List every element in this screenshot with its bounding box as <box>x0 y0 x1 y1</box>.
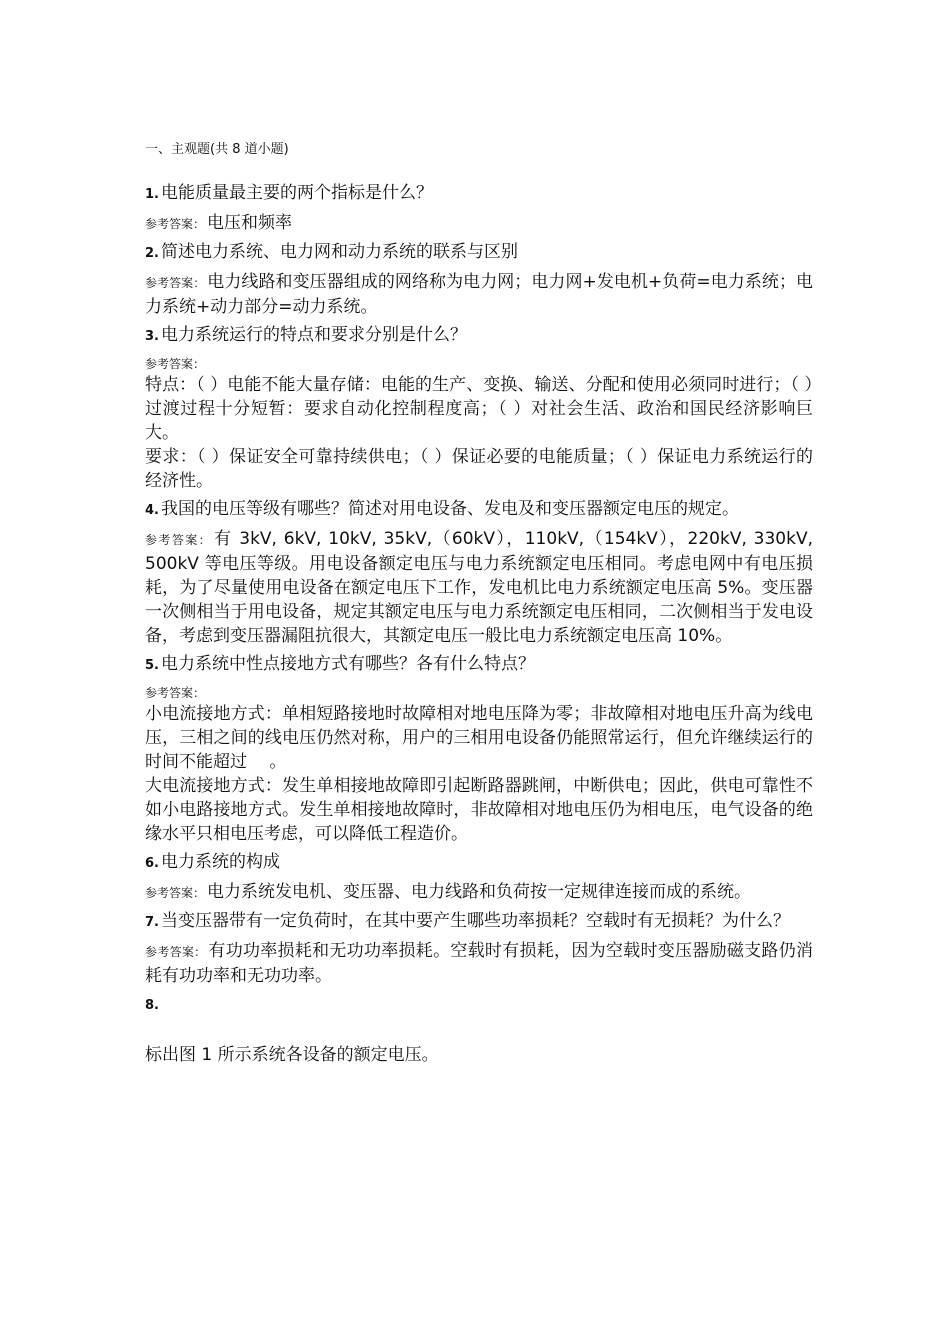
question-text: 电力系统的构成 <box>160 852 280 872</box>
answer-text: 电力线路和变压器组成的网络称为电力网；电力网+发电机+负荷=电力系统；电力系统+动力部分=动力系统。 <box>145 272 813 317</box>
question-number: 1. <box>145 187 159 202</box>
question-8 <box>145 998 813 1067</box>
question-2 <box>145 240 813 319</box>
answer-label: 参考答案： <box>145 686 206 700</box>
answer-label: 参考答案： <box>145 357 206 371</box>
question-text: 我国的电压等级有哪些？简述对用电设备、发电及和变压器额定电压的规定。 <box>160 499 739 519</box>
answer <box>145 355 813 493</box>
question-text: 简述电力系统、电力网和动力系统的联系与区别 <box>160 242 518 262</box>
question-title <box>145 240 813 266</box>
question-title <box>145 323 813 349</box>
question-text: 电力系统中性点接地方式有哪些？各有什么特点？ <box>160 654 535 674</box>
answer <box>145 527 813 648</box>
question-4 <box>145 497 813 648</box>
answer-text: 电力系统发电机、变压器、电力线路和负荷按一定规律连接而成的系统。 <box>207 882 752 902</box>
answer-label: 参考答案： <box>145 945 207 959</box>
section-title: 一、主观题(共 8 道小题) <box>145 142 289 157</box>
question-3 <box>145 323 813 493</box>
question-title <box>145 652 813 678</box>
question-text: 电力系统运行的特点和要求分别是什么？ <box>160 325 467 345</box>
question-text: 电能质量最主要的两个指标是什么？ <box>160 183 433 203</box>
answer-text: 有 3kV, 6kV, 10kV, 35kV,（60kV），110kV,（154kV），220kV, 330kV, 500kV 等电压等级。用电设备额定电压与电力系统额定电压相同。考虑电网中有电压损耗，为了尽量使用电设备在额定电压下工作，发电机比电力系统额定电压高 5%。变压器一次侧相当于用电设备，规定其额定电压与电力系统额定电压相同，二次侧相当于发电设备，考虑到变压器漏阻抗很大，其额定电压一般比电力系统额定电压高 10%。 <box>145 529 813 646</box>
question-title <box>145 909 813 935</box>
answer <box>145 684 813 846</box>
question-text: 当变压器带有一定负荷时，在其中要产生哪些功率损耗？空载时有无损耗？为什么？ <box>160 911 790 931</box>
question-number: 5. <box>145 658 159 673</box>
question-number: 3. <box>145 329 159 344</box>
question-number: 6. <box>145 856 159 871</box>
question-title <box>145 497 813 523</box>
answer-text: 电压和频率 <box>207 213 293 233</box>
question-text: 标出图 1 所示系统各设备的额定电压。 <box>145 1045 439 1065</box>
answer-label: 参考答案： <box>145 886 206 900</box>
question-title <box>145 181 813 207</box>
answer-label: 参考答案： <box>145 533 213 547</box>
question-number: 2. <box>145 246 159 261</box>
question-5 <box>145 652 813 846</box>
answer-paragraph: 特点：（ ）电能不能大量存储：电能的生产、变换、输送、分配和使用必须同时进行；（ ）过渡过程十分短暂：要求自动化控制程度高；（ ）对社会生活、政治和国民经济影响巨大。 <box>145 375 813 443</box>
answer <box>145 211 813 236</box>
answer-label: 参考答案： <box>145 276 206 290</box>
question-number: 8. <box>145 998 159 1013</box>
answer <box>145 880 813 905</box>
question-number: 7. <box>145 915 159 930</box>
question-title <box>145 850 813 876</box>
document-content <box>145 138 813 1071</box>
answer-paragraph: 小电流接地方式：单相短路接地时故障相对地电压降为零；非故障相对地电压升高为线电压，三相之间的线电压仍然对称，用户的三相用电设备仍能照常运行，但允许继续运行的时间不能超过 。 <box>145 704 813 772</box>
question-6 <box>145 850 813 905</box>
answer-label: 参考答案： <box>145 217 206 231</box>
question-7 <box>145 909 813 988</box>
answer-paragraph: 要求：（ ）保证安全可靠持续供电；（ ）保证必要的电能质量；（ ）保证电力系统运行的经济性。 <box>145 447 813 491</box>
answer-paragraph: 大电流接地方式：发生单相接地故障即引起断路器跳闸，中断供电；因此，供电可靠性不如小电路接地方式。发生单相接地故障时，非故障相对地电压仍为相电压，电气设备的绝缘水平只相电压考虑，可以降低工程造价。 <box>145 776 813 844</box>
answer <box>145 939 813 988</box>
question-1 <box>145 181 813 236</box>
question-number: 4. <box>145 503 159 518</box>
answer <box>145 270 813 319</box>
answer-text: 有功功率损耗和无功功率损耗。空载时有损耗，因为空载时变压器励磁支路仍消耗有功功率和无功功率。 <box>145 941 813 986</box>
